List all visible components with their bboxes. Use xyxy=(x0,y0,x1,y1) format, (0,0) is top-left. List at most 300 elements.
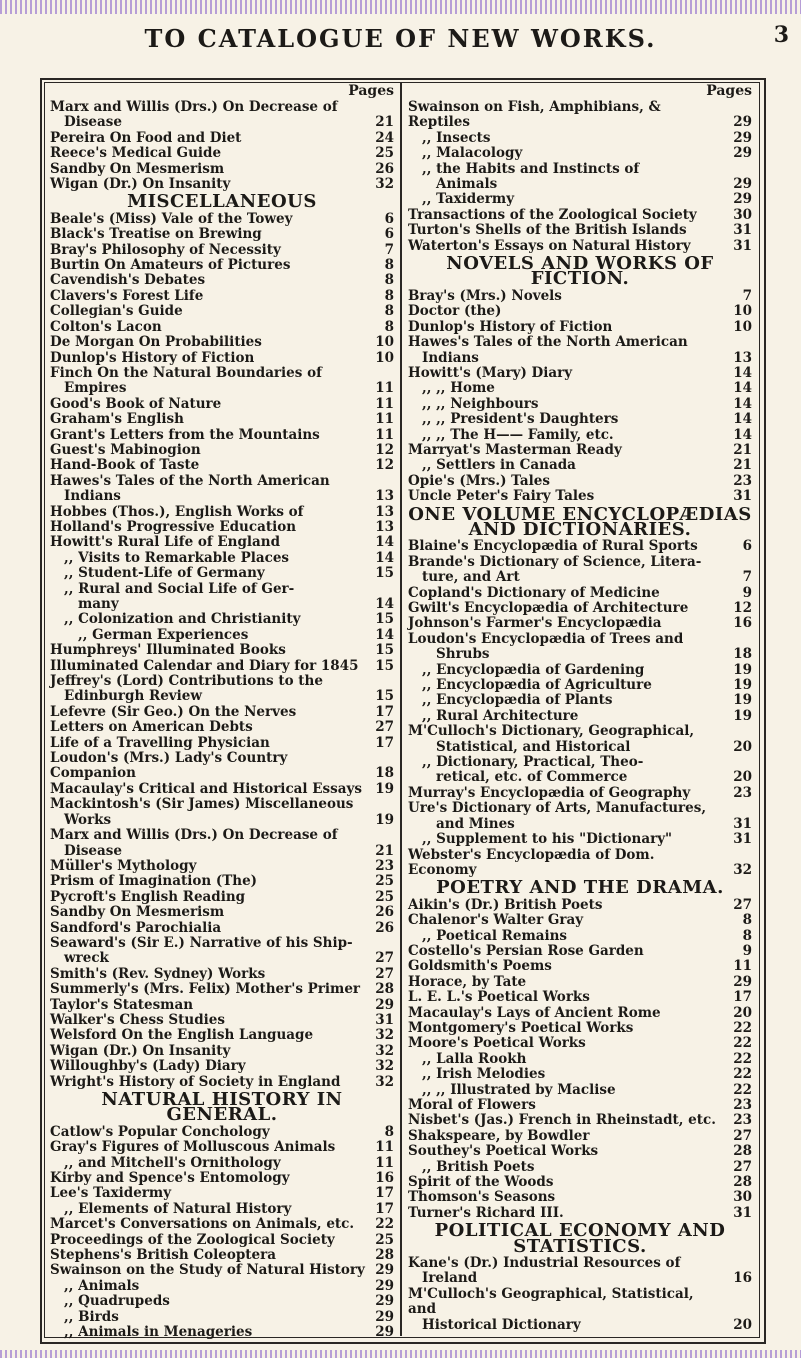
entry-page: 8 xyxy=(384,1123,394,1140)
entry-page: 25 xyxy=(375,145,394,162)
entry-title: Dunlop's History of Fiction xyxy=(50,349,255,366)
index-entry xyxy=(50,674,394,689)
index-entry xyxy=(50,751,394,782)
entry-title: Bray's Philosophy of Necessity xyxy=(50,241,281,258)
entry-title: ,, Rural Architecture xyxy=(422,707,579,724)
entry-page: 15 xyxy=(375,642,394,659)
entry-title: Burtin On Amateurs of Pictures xyxy=(50,257,291,274)
index-entry xyxy=(408,489,752,504)
index-entry xyxy=(408,848,752,879)
entry-page: 21 xyxy=(733,457,752,474)
index-entry xyxy=(50,859,394,874)
index-entry xyxy=(408,539,752,554)
entry-title: Müller's Mythology xyxy=(50,857,197,874)
entry-title: Sandby On Mesmerism xyxy=(50,904,225,921)
entry-title: Spirit of the Woods xyxy=(408,1174,554,1191)
index-entry xyxy=(50,1171,394,1186)
entry-page: 29 xyxy=(733,145,752,162)
entry-page: 7 xyxy=(384,241,394,258)
entry-title: Animals xyxy=(436,176,498,193)
entry-page: 22 xyxy=(733,1066,752,1083)
entry-title: Loudon's (Mrs.) Lady's Country Companion xyxy=(50,750,288,782)
index-entry xyxy=(408,1036,752,1051)
entry-title: Gray's Figures of Molluscous Animals xyxy=(50,1139,336,1156)
bottom-ornamental-border xyxy=(0,1350,801,1358)
entry-page: 28 xyxy=(375,1247,394,1264)
entry-page: 19 xyxy=(733,661,752,678)
index-entry xyxy=(408,1083,752,1098)
index-entry xyxy=(408,1129,752,1144)
index-entry xyxy=(408,832,752,847)
index-entry xyxy=(408,208,752,223)
entry-page: 30 xyxy=(733,206,752,223)
entry-page: 14 xyxy=(733,426,752,443)
index-entry xyxy=(408,1206,752,1221)
index-entry xyxy=(408,786,752,801)
entry-title: Wigan (Dr.) On Insanity xyxy=(50,176,231,193)
index-entry xyxy=(50,304,394,319)
index-entry xyxy=(50,551,394,566)
section-heading: ONE VOLUME ENCYCLOPÆDIAS AND DICTIONARIES. xyxy=(408,503,752,540)
entry-title: ,, the Habits and Instincts of xyxy=(422,160,640,177)
entry-title: Good's Book of Nature xyxy=(50,395,222,412)
index-entry xyxy=(50,443,394,458)
entry-page: 11 xyxy=(375,380,394,397)
top-ornamental-border xyxy=(0,0,801,14)
entry-title: Blaine's Encyclopædia of Rural Sports xyxy=(408,538,698,555)
index-entry xyxy=(408,428,752,443)
entry-title: Humphreys' Illuminated Books xyxy=(50,642,286,659)
entry-page: 15 xyxy=(375,688,394,705)
entry-title: Holland's Progressive Education xyxy=(50,518,297,535)
entry-title: Summerly's (Mrs. Felix) Mother's Primer xyxy=(50,981,361,998)
index-entry xyxy=(50,1294,394,1309)
index-entry xyxy=(50,982,394,997)
section-heading: NATURAL HISTORY IN GENERAL. xyxy=(101,1089,343,1126)
index-entry xyxy=(50,273,394,288)
entry-page: 32 xyxy=(375,1027,394,1044)
entry-page: 27 xyxy=(375,965,394,982)
entry-title: ,, Birds xyxy=(64,1308,119,1325)
entry-page: 31 xyxy=(733,237,752,254)
index-entry xyxy=(50,720,394,735)
left-index-list xyxy=(50,100,394,1341)
entry-page: 29 xyxy=(375,1277,394,1294)
entry-title: Swainson on the Study of Natural History xyxy=(50,1262,365,1279)
entry-title: M'Culloch's Geographical, Statistical, and xyxy=(408,1285,694,1318)
entry-title: Dunlop's History of Fiction xyxy=(408,318,613,335)
entry-page: 25 xyxy=(375,873,394,890)
entry-title: Colton's Lacon xyxy=(50,318,162,335)
index-entry xyxy=(50,1310,394,1325)
index-entry xyxy=(50,212,394,227)
index-entry xyxy=(408,929,752,944)
index-entry xyxy=(408,1098,752,1113)
page-number: 3 xyxy=(773,22,789,48)
entry-page: 20 xyxy=(733,769,752,786)
entry-page: 6 xyxy=(742,538,752,555)
index-entry xyxy=(50,351,394,366)
entry-page: 8 xyxy=(742,912,752,929)
section-heading: MISCELLANEOUS xyxy=(127,191,317,213)
index-entry xyxy=(50,736,394,751)
index-entry xyxy=(50,689,394,704)
entry-title: Taylor's Statesman xyxy=(50,996,194,1013)
entry-page: 31 xyxy=(733,1204,752,1221)
entry-title: ,, Animals xyxy=(64,1277,140,1294)
entry-page: 29 xyxy=(375,1293,394,1310)
entry-page: 26 xyxy=(375,919,394,936)
entry-title: Howitt's Rural Life of England xyxy=(50,534,281,551)
entry-title: ,, Settlers in Canada xyxy=(422,457,576,474)
entry-page: 17 xyxy=(733,989,752,1006)
index-entry xyxy=(50,505,394,520)
entry-page: 12 xyxy=(375,457,394,474)
entry-title: Transactions of the Zoological Society xyxy=(408,206,697,223)
index-entry xyxy=(408,663,752,678)
index-entry xyxy=(408,647,752,662)
entry-title: ,, ,, President's Daughters xyxy=(422,411,619,428)
index-entry xyxy=(50,1044,394,1059)
index-entry xyxy=(50,458,394,473)
index-entry xyxy=(50,921,394,936)
entry-title: Marx and Willis (Drs.) On Decrease of xyxy=(50,99,338,115)
index-entry xyxy=(408,458,752,473)
column-divider xyxy=(400,82,402,1336)
index-entry xyxy=(408,304,752,319)
entry-title: ,, Supplement to his "Dictionary" xyxy=(422,831,673,848)
entry-page: 21 xyxy=(375,842,394,859)
entry-title: Black's Treatise on Brewing xyxy=(50,226,262,243)
index-entry xyxy=(408,131,752,146)
entry-page: 26 xyxy=(375,160,394,177)
index-entry xyxy=(50,520,394,535)
entry-page: 27 xyxy=(733,1158,752,1175)
index-entry xyxy=(50,381,394,396)
entry-title: Marcet's Conversations on Animals, etc. xyxy=(50,1216,355,1233)
index-entry xyxy=(50,227,394,242)
index-entry xyxy=(50,243,394,258)
entry-title: ,, Malacology xyxy=(422,145,523,162)
entry-title: Works xyxy=(64,811,112,828)
index-entry xyxy=(408,1052,752,1067)
index-entry xyxy=(50,535,394,550)
entry-page: 22 xyxy=(733,1050,752,1067)
entry-page: 31 xyxy=(733,488,752,505)
index-entry xyxy=(408,724,752,739)
entry-title: Willoughby's (Lady) Diary xyxy=(50,1058,246,1075)
entry-title: Shakspeare, by Bowdler xyxy=(408,1127,590,1144)
index-entry xyxy=(50,320,394,335)
index-entry xyxy=(408,632,752,647)
entry-page: 28 xyxy=(733,1143,752,1160)
entry-page: 18 xyxy=(733,646,752,663)
entry-title: Empires xyxy=(64,380,127,397)
index-entry xyxy=(50,366,394,381)
entry-title: Wright's History of Society in England xyxy=(50,1073,341,1090)
entry-page: 14 xyxy=(733,364,752,381)
entry-title: Jeffrey's (Lord) Contributions to the xyxy=(50,673,323,690)
entry-title: Costello's Persian Rose Garden xyxy=(408,942,644,959)
entry-title: ,, ,, Neighbours xyxy=(422,395,539,412)
index-entry xyxy=(50,844,394,859)
entry-title: Swainson on Fish, Amphibians, & Reptiles xyxy=(408,99,661,131)
index-entry xyxy=(408,100,752,131)
entry-page: 8 xyxy=(384,303,394,320)
index-entry xyxy=(50,1279,394,1294)
index-entry xyxy=(50,566,394,581)
entry-page: 31 xyxy=(733,222,752,239)
entry-title: Clavers's Forest Life xyxy=(50,287,204,304)
entry-title: Cavendish's Debates xyxy=(50,272,206,289)
entry-title: Illuminated Calendar and Diary for 1845 xyxy=(50,657,359,674)
index-entry xyxy=(408,1190,752,1205)
entry-page: 20 xyxy=(733,738,752,755)
entry-title: Macaulay's Lays of Ancient Rome xyxy=(408,1004,661,1021)
index-entry xyxy=(408,146,752,161)
index-entry xyxy=(50,828,394,843)
entry-title: Disease xyxy=(64,842,122,859)
entry-page: 19 xyxy=(375,780,394,797)
entry-title: Johnson's Farmer's Encyclopædia xyxy=(408,615,662,632)
index-entry xyxy=(50,1202,394,1217)
entry-title: L. E. L.'s Poetical Works xyxy=(408,989,590,1006)
entry-title: Indians xyxy=(422,349,479,366)
entry-page: 27 xyxy=(733,1127,752,1144)
index-entry xyxy=(408,1067,752,1082)
entry-title: Indians xyxy=(64,488,121,505)
index-entry xyxy=(408,975,752,990)
entry-title: Copland's Dictionary of Medicine xyxy=(408,584,660,601)
entry-page: 19 xyxy=(733,692,752,709)
entry-page: 22 xyxy=(733,1019,752,1036)
entry-title: Kirby and Spence's Entomology xyxy=(50,1170,290,1187)
entry-title: ,, ,, Home xyxy=(422,380,495,397)
entry-page: 14 xyxy=(375,626,394,643)
index-entry xyxy=(408,570,752,585)
entry-title: ,, Poetical Remains xyxy=(422,927,568,944)
index-entry xyxy=(408,586,752,601)
entry-page: 31 xyxy=(375,1011,394,1028)
entry-page: 32 xyxy=(375,176,394,193)
entry-title: Pycroft's English Reading xyxy=(50,888,246,905)
entry-page: 14 xyxy=(733,380,752,397)
index-entry xyxy=(408,913,752,928)
entry-title: Letters on American Debts xyxy=(50,719,253,736)
entry-page: 6 xyxy=(384,210,394,227)
entry-title: Hobbes (Thos.), English Works of xyxy=(50,503,304,520)
entry-title: Collegian's Guide xyxy=(50,303,183,320)
entry-title: Waterton's Essays on Natural History xyxy=(408,237,691,254)
index-entry xyxy=(50,659,394,674)
index-entry xyxy=(408,192,752,207)
index-entry xyxy=(50,874,394,889)
entry-title: Turton's Shells of the British Islands xyxy=(408,222,687,239)
entry-page: 11 xyxy=(375,411,394,428)
index-entry xyxy=(408,320,752,335)
index-entry xyxy=(408,335,752,350)
entry-title: Guest's Mabinogion xyxy=(50,441,201,458)
entry-title: ,, German Experiences xyxy=(78,626,249,643)
index-entry xyxy=(50,936,394,951)
entry-page: 17 xyxy=(375,703,394,720)
entry-page: 13 xyxy=(375,518,394,535)
entry-page: 23 xyxy=(733,472,752,489)
index-entry xyxy=(408,601,752,616)
index-entry xyxy=(408,616,752,631)
entry-page: 31 xyxy=(733,831,752,848)
entry-title: many xyxy=(78,596,119,612)
entry-page: 32 xyxy=(375,1058,394,1075)
entry-title: ,, Animals in Menageries xyxy=(64,1324,253,1341)
entry-page: 14 xyxy=(733,411,752,428)
index-entry xyxy=(408,1271,752,1286)
index-entry xyxy=(50,905,394,920)
index-entry xyxy=(408,397,752,412)
entry-title: Disease xyxy=(64,114,122,131)
entry-title: Marryat's Masterman Ready xyxy=(408,441,622,458)
entry-title: Wigan (Dr.) On Insanity xyxy=(50,1042,231,1059)
entry-title: ,, Elements of Natural History xyxy=(64,1200,292,1217)
index-entry xyxy=(50,643,394,658)
index-entry xyxy=(408,1287,752,1318)
index-entry xyxy=(408,474,752,489)
entry-page: 13 xyxy=(375,503,394,520)
entry-title: Finch On the Natural Boundaries of xyxy=(50,364,322,381)
entry-page: 20 xyxy=(733,1316,752,1333)
entry-page: 8 xyxy=(742,927,752,944)
entry-title: Opie's (Mrs.) Tales xyxy=(408,472,551,489)
entry-title: ,, Insects xyxy=(422,129,491,146)
entry-title: ,, Rural and Social Life of Ger- xyxy=(64,580,295,597)
entry-page: 21 xyxy=(733,441,752,458)
entry-title: Mackintosh's (Sir James) Miscellaneous xyxy=(50,796,354,813)
entry-title: Ure's Dictionary of Arts, Manufactures, xyxy=(408,800,707,817)
pages-label: Pages xyxy=(348,83,394,99)
index-entry xyxy=(50,1140,394,1155)
entry-page: 6 xyxy=(384,226,394,243)
index-entry xyxy=(50,162,394,177)
entry-title: Murray's Encyclopædia of Geography xyxy=(408,784,691,801)
entry-title: ,, Encyclopædia of Gardening xyxy=(422,661,645,678)
index-entry xyxy=(50,951,394,966)
index-entry xyxy=(408,678,752,693)
entry-title: wreck xyxy=(64,950,109,967)
entry-title: Doctor (the) xyxy=(408,303,502,320)
index-entry xyxy=(50,1156,394,1171)
entry-title: Marx and Willis (Drs.) On Decrease of xyxy=(50,827,338,844)
index-entry xyxy=(50,289,394,304)
index-entry xyxy=(50,797,394,812)
entry-title: ,, Colonization and Christianity xyxy=(64,611,301,628)
index-entry xyxy=(50,428,394,443)
index-entry xyxy=(408,443,752,458)
index-entry xyxy=(408,289,752,304)
index-entry xyxy=(50,782,394,797)
entry-page: 25 xyxy=(375,1231,394,1248)
entry-page: 15 xyxy=(375,565,394,582)
entry-page: 11 xyxy=(375,395,394,412)
index-entry xyxy=(50,1233,394,1248)
entry-title: ,, Encyclopædia of Plants xyxy=(422,692,613,709)
entry-title: Loudon's Encyclopædia of Trees and xyxy=(408,630,684,647)
entry-page: 23 xyxy=(733,1112,752,1129)
index-entry xyxy=(408,944,752,959)
entry-page: 23 xyxy=(375,857,394,874)
index-entry xyxy=(408,1256,752,1271)
entry-page: 22 xyxy=(733,1081,752,1098)
section-heading: POETRY AND THE DRAMA. xyxy=(436,877,724,899)
entry-page: 15 xyxy=(375,657,394,674)
index-entry xyxy=(408,1021,752,1036)
entry-title: Bray's (Mrs.) Novels xyxy=(408,287,562,304)
index-entry xyxy=(50,998,394,1013)
entry-page: 27 xyxy=(375,950,394,967)
index-entry xyxy=(408,1113,752,1128)
index-entry xyxy=(50,115,394,130)
entry-page: 14 xyxy=(375,549,394,566)
entry-page: 16 xyxy=(733,1270,752,1287)
index-entry xyxy=(408,1144,752,1159)
index-entry xyxy=(50,177,394,192)
entry-page: 30 xyxy=(733,1189,752,1206)
index-entry xyxy=(408,177,752,192)
entry-title: ,, and Mitchell's Ornithology xyxy=(64,1154,281,1171)
entry-page: 9 xyxy=(742,942,752,959)
entry-title: Walker's Chess Studies xyxy=(50,1011,225,1028)
entry-title: Horace, by Tate xyxy=(408,973,527,990)
entry-title: ,, Encyclopædia of Agriculture xyxy=(422,677,652,694)
index-entry xyxy=(408,770,752,785)
entry-title: Seaward's (Sir E.) Narrative of his Ship- xyxy=(50,934,353,951)
entry-title: Hawes's Tales of the North American xyxy=(408,334,688,351)
entry-page: 29 xyxy=(733,114,752,131)
index-entry xyxy=(50,131,394,146)
entry-title: ,, Taxidermy xyxy=(422,191,515,208)
index-entry xyxy=(408,1006,752,1021)
entry-page: 11 xyxy=(375,1139,394,1156)
entry-title: Webster's Encyclopædia of Dom. Economy xyxy=(408,846,655,878)
index-entry xyxy=(408,990,752,1005)
entry-title: Beale's (Miss) Vale of the Towey xyxy=(50,210,293,227)
index-entry xyxy=(50,1013,394,1028)
index-entry xyxy=(50,890,394,905)
entry-title: Catlow's Popular Conchology xyxy=(50,1123,270,1140)
entry-title: Nisbet's (Jas.) French in Rheinstadt, etc. xyxy=(408,1112,716,1129)
entry-title: Macaulay's Critical and Historical Essays xyxy=(50,780,362,797)
index-entry xyxy=(50,628,394,643)
entry-page: 23 xyxy=(733,784,752,801)
entry-title: Thomson's Seasons xyxy=(408,1189,556,1206)
entry-page: 11 xyxy=(375,1154,394,1171)
entry-page: 10 xyxy=(733,318,752,335)
entry-page: 17 xyxy=(375,1185,394,1202)
entry-page: 31 xyxy=(733,815,752,832)
entry-title: Brande's Dictionary of Science, Litera- xyxy=(408,553,702,570)
entry-page: 21 xyxy=(375,114,394,131)
index-entry xyxy=(408,898,752,913)
index-entry xyxy=(408,1175,752,1190)
index-entry xyxy=(408,801,752,816)
entry-title: Sandby On Mesmerism xyxy=(50,160,225,177)
entry-page: 27 xyxy=(375,719,394,736)
entry-page: 32 xyxy=(733,861,752,878)
entry-title: De Morgan On Probabilities xyxy=(50,334,262,351)
entry-page: 28 xyxy=(733,1174,752,1191)
entry-page: 29 xyxy=(375,1308,394,1325)
entry-page: 13 xyxy=(733,349,752,366)
entry-page: 29 xyxy=(733,191,752,208)
